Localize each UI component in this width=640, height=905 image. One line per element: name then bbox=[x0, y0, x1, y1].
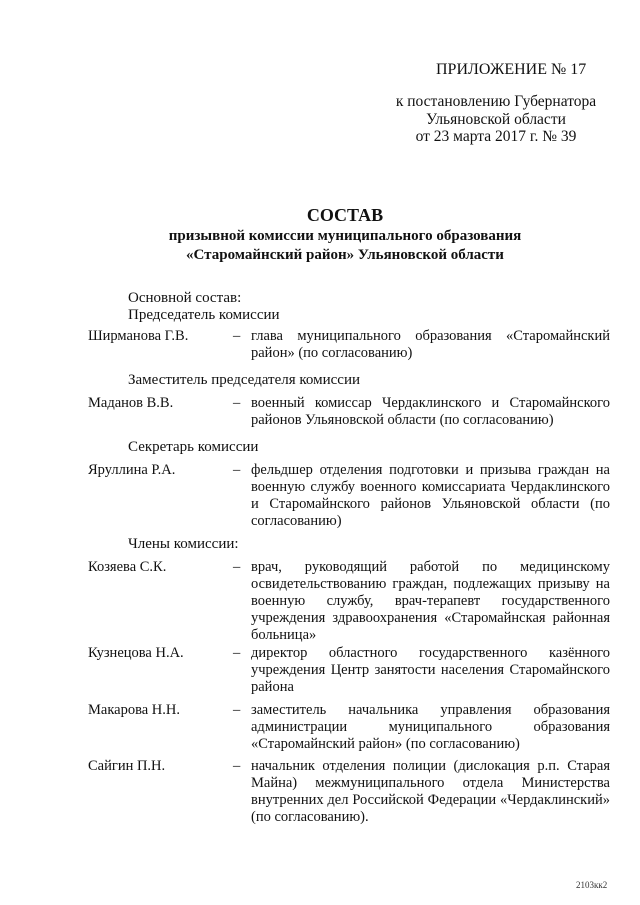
dash: – bbox=[233, 395, 241, 411]
document-title bbox=[150, 203, 540, 265]
section-deputy: Заместитель председателя комиссии bbox=[128, 372, 361, 388]
dash: – bbox=[233, 462, 241, 478]
dash: – bbox=[233, 702, 241, 718]
member-name: Макарова Н.Н. bbox=[88, 702, 180, 718]
member-role: глава муниципального образования «Старомайнский район» (по согласованию) bbox=[251, 328, 610, 361]
decree-line: к постановлению Губернатора bbox=[395, 93, 597, 110]
member-entry bbox=[88, 559, 610, 644]
member-name: Маданов В.В. bbox=[88, 395, 174, 411]
member-role: заместитель начальника управления образования администрации муниципального образования «Старомайнский район» (по согласованию) bbox=[251, 702, 610, 752]
section-main-composition: Основной состав: bbox=[128, 290, 242, 306]
dash: – bbox=[233, 758, 241, 774]
title-line: «Старомайнский район» Ульяновской области bbox=[186, 247, 504, 263]
member-entry bbox=[88, 645, 610, 696]
member-role: директор областного государственного казённого учреждения Центр занятости населения Старомайнского района bbox=[251, 645, 610, 695]
decree-line: от 23 марта 2017 г. № 39 bbox=[415, 128, 577, 145]
page-code: 2103кк2 bbox=[576, 880, 608, 890]
section-secretary: Секретарь комиссии bbox=[128, 439, 259, 455]
member-name: Ширманова Г.В. bbox=[88, 328, 189, 344]
member-role: военный комиссар Чердаклинского и Старомайнского районов Ульяновской области (по согласованию) bbox=[251, 395, 610, 428]
member-name: Сайгин П.Н. bbox=[88, 758, 166, 774]
member-entry bbox=[88, 702, 610, 753]
dash: – bbox=[233, 645, 241, 661]
member-name: Кузнецова Н.А. bbox=[88, 645, 184, 661]
title-line: СОСТАВ bbox=[306, 205, 384, 225]
member-entry bbox=[88, 395, 610, 429]
dash: – bbox=[233, 559, 241, 575]
member-name: Яруллина Р.А. bbox=[88, 462, 176, 478]
member-entry bbox=[88, 328, 610, 362]
dash: – bbox=[233, 328, 241, 344]
member-entry bbox=[88, 758, 610, 826]
member-role: фельдшер отделения подготовки и призыва граждан на военную службу военного комиссариата Чердаклинского и Старомайнского районов Ульяновской области (по согласованию) bbox=[251, 462, 610, 529]
member-entry bbox=[88, 462, 610, 530]
section-chairman: Председатель комиссии bbox=[128, 307, 280, 323]
member-name: Козяева С.К. bbox=[88, 559, 167, 575]
decree-reference bbox=[380, 93, 612, 146]
appendix-number: ПРИЛОЖЕНИЕ № 17 bbox=[436, 61, 587, 78]
title-line: призывной комиссии муниципального образования bbox=[168, 228, 522, 244]
member-role: начальник отделения полиции (дислокация р.п. Старая Майна) межмуниципального отдела Министерства внутренних дел Российской Федерации «Чердаклинский» (по согласованию). bbox=[251, 758, 610, 825]
decree-line: Ульяновской области bbox=[426, 110, 566, 128]
section-members: Члены комиссии: bbox=[128, 536, 239, 552]
member-role: врач, руководящий работой по медицинскому освидетельствованию граждан, подлежащих призыву на военную службу, врач-терапевт государственного учреждения здравоохранения «Старомайнская районная больница» bbox=[251, 559, 610, 643]
